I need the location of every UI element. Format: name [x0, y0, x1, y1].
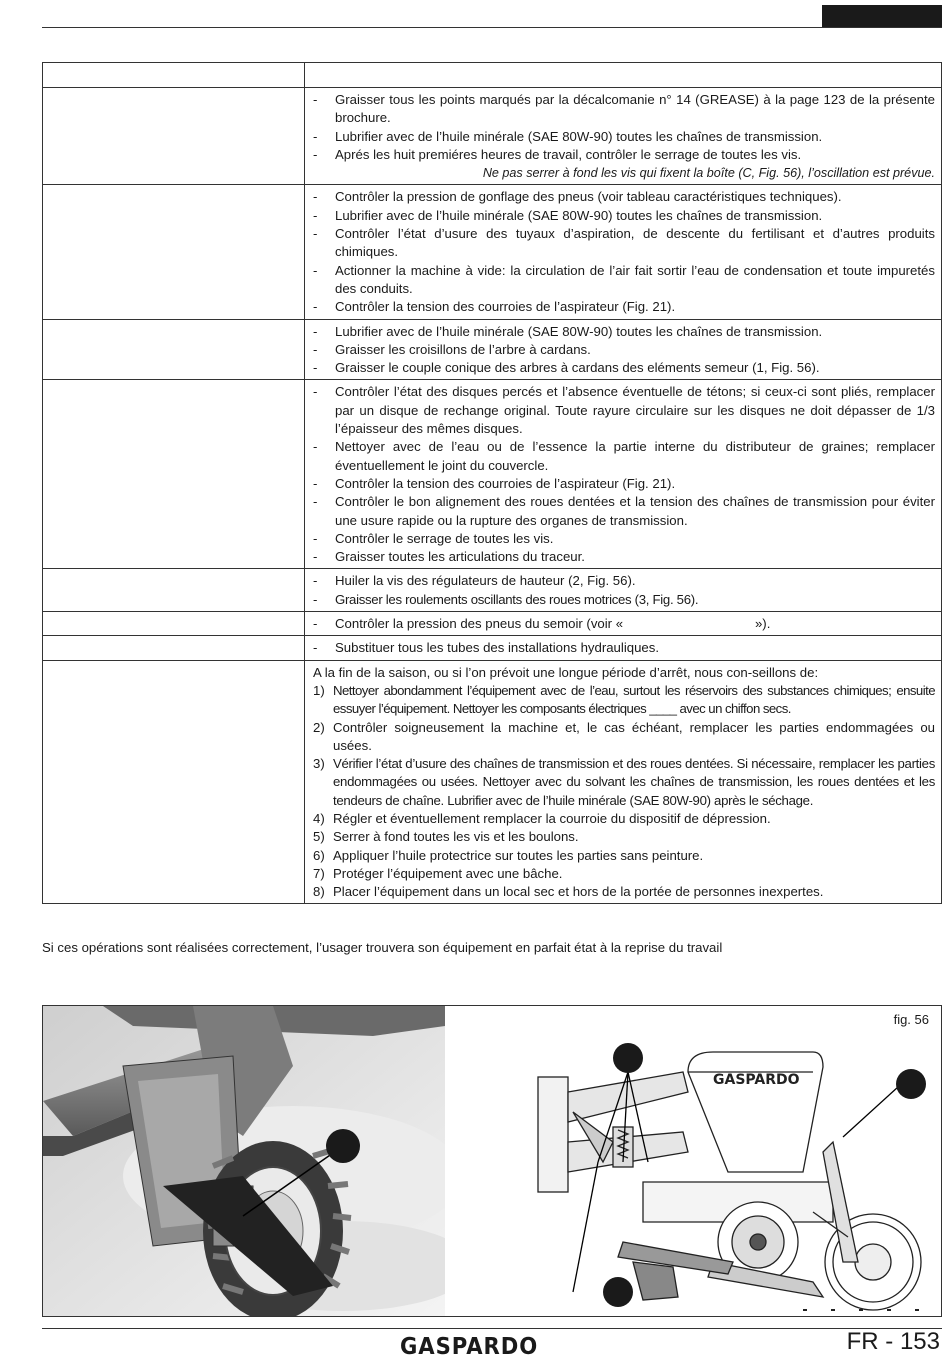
interval-cell [43, 612, 305, 636]
list-item: 1) Nettoyer abondamment l’équipement avec de l’eau, surtout les réservoirs des substances chimiques; ensuite essuyer l’équipement. Nettoyer les composants électriques ____ avec un chiffon secs. [313, 682, 935, 717]
interval-cell [43, 88, 305, 185]
table-row [43, 612, 942, 636]
list-item: - Contrôler l’état d’usure des tuyaux d’aspiration, de descente du fertilisant et d’autres produits chimiques. [313, 226, 935, 260]
list-item: - Lubrifier avec de l’huile minérale (SAE 80W-90) toutes les chaînes de transmission. [313, 323, 823, 339]
operation-cell [305, 88, 942, 185]
table-row [43, 88, 942, 185]
table-row [43, 569, 942, 612]
list-item: 5) Serrer à fond toutes les vis et les boulons. [313, 829, 579, 845]
header-cell-operation [305, 63, 942, 88]
list-item: - Lubrifier avec de l’huile minérale (SAE 80W-90) toutes les chaînes de transmission. [313, 128, 823, 144]
wheel-detail-illustration [43, 1006, 445, 1317]
header-rule [42, 27, 942, 28]
season-intro: A la fin de la saison, ou si l’on prévoit une longue période d’arrêt, nous con-seillons de: [313, 664, 819, 680]
list-item: - Graisser tous les points marqués par la décalcomanie n° 14 (GREASE) à la page 123 de la présente brochure. [313, 92, 935, 126]
operation-cell [305, 612, 942, 636]
operation-cell [305, 569, 942, 612]
operation-cell [305, 660, 942, 904]
figure-label: fig. 56 [893, 1012, 929, 1027]
list-item: - Graisser le couple conique des arbres à cardans des eléments semeur (1, Fig. 56). [313, 360, 820, 376]
callout-marker [613, 1043, 643, 1073]
maintenance-table [42, 62, 942, 904]
closing-note: Si ces opérations sont réalisées correctement, l’usager trouvera son équipement en parfait état à la reprise du travail [42, 940, 723, 955]
list-item: 3) Vérifier l’état d’usure des chaînes de transmission et des roues dentées. Si nécessaire, remplacer les parties endommagées ou usées. Nettoyer avec du solvant les chaînes de transmission, les roues dentées et les tendeurs de chaîne. Lubrifier avec de l’huile minérale (SAE 80W-90) après le séchage. [313, 756, 935, 808]
hopper-brand-label: GASPARDO [713, 1072, 800, 1088]
figure-56 [42, 1005, 942, 1317]
table-header-row [43, 63, 942, 88]
interval-cell [43, 380, 305, 569]
list-item: - Contrôler l’état des disques percés et l’absence éventuelle de tétons; si ceux-ci sont pliés, remplacer par un disque de rechange original. Toute rayure circulaire sur les disques ne doit dépasser de 1/3 l’épaisseur des mêmes disques. [313, 384, 935, 437]
list-item: 2) Contrôler soigneusement la machine et, le cas échéant, remplacer les parties endommagées ou usées. [313, 719, 935, 753]
operation-cell [305, 319, 942, 380]
operation-cell [305, 380, 942, 569]
interval-cell [43, 636, 305, 660]
interval-cell [43, 660, 305, 904]
list-item: - Contrôler la tension des courroies de l’aspirateur (Fig. 21). [313, 299, 676, 315]
operation-cell [305, 185, 942, 319]
warning-note: Ne pas serrer à fond les vis qui fixent la boîte (C, Fig. 56), l’oscillation est prévue. [482, 166, 935, 181]
list-item: - Nettoyer avec de l’eau ou de l’essence la partie interne du distributeur de graines; remplacer éventuellement le joint du couvercle. [313, 439, 935, 473]
list-item: - Contrôler la pression de gonflage des pneus (voir tableau caractéristiques techniques). [313, 189, 842, 205]
list-item: - Contrôler le bon alignement des roues dentées et la tension des chaînes de transmission pour éviter une usure rapide ou la rupture des organes de transmission. [313, 494, 935, 528]
seeder-unit-illustration [513, 1012, 933, 1312]
list-item: - Actionner la machine à vide: la circulation de l’air fait sortir l’eau de condensation et toute impuretés des conduits. [313, 262, 935, 296]
list-item: 6) Appliquer l’huile protectrice sur toutes les parties sans peinture. [313, 847, 704, 863]
table-row [43, 660, 942, 904]
table-row [43, 636, 942, 660]
list-item: - Substituer tous les tubes des installations hydrauliques. [313, 640, 660, 656]
list-item: - Contrôler la pression des pneus du semoir (voir « »). [313, 616, 771, 632]
list-item: 7) Protéger l’équipement avec une bâche. [313, 865, 563, 881]
list-item: - Contrôler la tension des courroies de l’aspirateur (Fig. 21). [313, 475, 676, 491]
table-row [43, 319, 942, 380]
table-row [43, 380, 942, 569]
callout-marker [326, 1129, 360, 1163]
footer-rule [42, 1328, 942, 1329]
list-item: - Aprés les huit premiéres heures de travail, contrôler le serrage de toutes les vis. [313, 146, 802, 162]
list-item: 4) Régler et éventuellement remplacer la courroie du dispositif de dépression. [313, 810, 771, 826]
list-item: - Graisser toutes les articulations du traceur. [313, 549, 585, 565]
operation-cell [305, 636, 942, 660]
section-tab [822, 5, 942, 28]
list-item: - Lubrifier avec de l’huile minérale (SAE 80W-90) toutes les chaînes de transmission. [313, 207, 823, 223]
interval-cell [43, 569, 305, 612]
interval-cell [43, 185, 305, 319]
callout-marker [603, 1277, 633, 1307]
list-item: - Graisser les roulements oscillants des roues motrices (3, Fig. 56). [313, 591, 699, 607]
list-item: 8) Placer l’équipement dans un local sec et hors de la portée de personnes inexpertes. [313, 884, 824, 900]
table-row [43, 185, 942, 319]
page-number: FR - 153 [846, 1328, 940, 1355]
header-cell-interval [43, 63, 305, 88]
list-item: - Huiler la vis des régulateurs de hauteur (2, Fig. 56). [313, 573, 636, 589]
list-item: - Graisser les croisillons de l’arbre à cardans. [313, 341, 591, 357]
callout-marker [896, 1069, 926, 1099]
interval-cell [43, 319, 305, 380]
list-item: - Contrôler le serrage de toutes les vis. [313, 530, 554, 546]
brand-logo: GASPARDO [400, 1334, 539, 1360]
